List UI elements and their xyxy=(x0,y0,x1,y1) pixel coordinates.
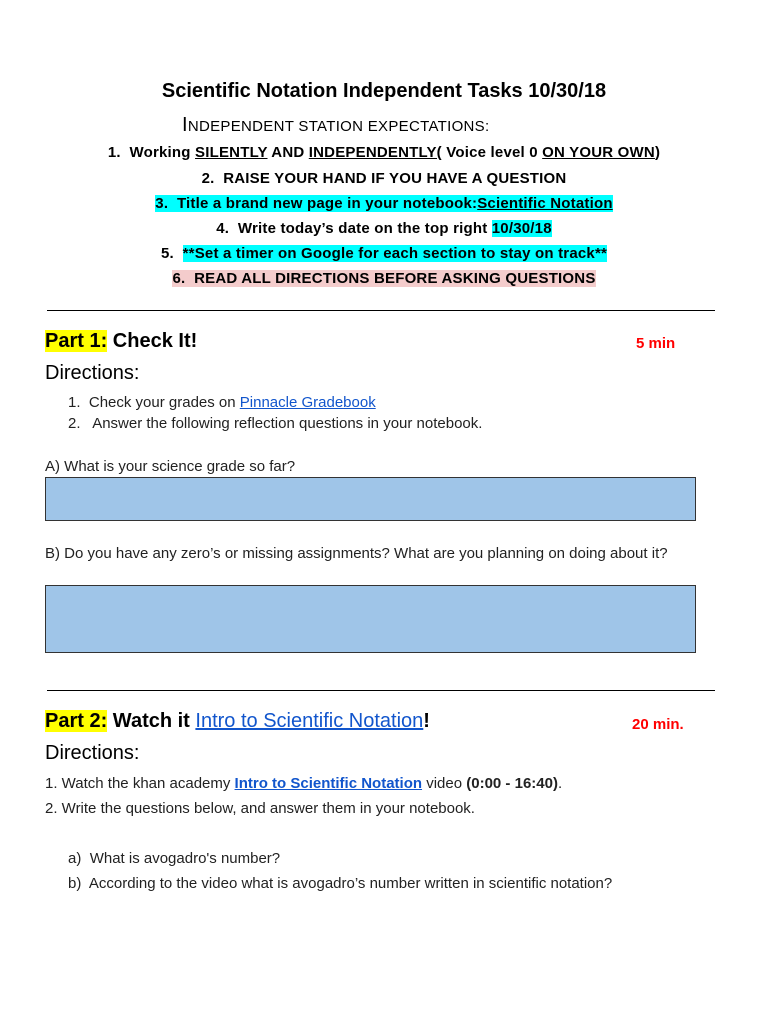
answer-box-b[interactable] xyxy=(45,585,696,653)
part-2-time: 20 min. xyxy=(632,716,684,733)
rule-4-text: Write today’s date on the top right xyxy=(237,220,492,237)
rule-1-text-c: AND xyxy=(267,144,309,161)
part-1-title: Check It! xyxy=(107,330,198,352)
part-1-step-2-text: Answer the following reflection questions in your notebook. xyxy=(92,415,483,432)
rule-6-text: READ ALL DIRECTIONS BEFORE ASKING QUESTIONS xyxy=(194,270,596,287)
intro-scientific-notation-title-link[interactable]: Intro to Scientific Notation xyxy=(195,710,424,732)
page-title: Scientific Notation Independent Tasks 10/30/18 xyxy=(161,80,607,102)
divider-1 xyxy=(47,310,715,311)
rule-5 xyxy=(0,245,768,262)
rule-1-on-your-own: ON YOUR OWN xyxy=(542,144,655,161)
rule-1-text-e: Voice level 0 xyxy=(441,144,543,161)
pinnacle-gradebook-link[interactable]: Pinnacle Gradebook xyxy=(239,394,376,411)
part-2-step-1-period: . xyxy=(557,775,563,792)
rule-1-number: 1. xyxy=(107,144,121,161)
part-2-question-b-label: b) xyxy=(68,875,82,892)
part-1-directions: Directions: xyxy=(45,362,140,384)
part-2-directions: Directions: xyxy=(45,742,140,764)
question-a: A) What is your science grade so far? xyxy=(45,458,296,475)
part-1-time: 5 min xyxy=(636,335,676,352)
expectations-initial: I xyxy=(182,114,188,136)
rule-1-text-g: ) xyxy=(654,144,661,161)
part-1-step-2-number: 2. xyxy=(68,415,81,432)
rule-1-silently: SILENTLY xyxy=(195,144,268,161)
question-b: B) Do you have any zero’s or missing assignments? What are you planning on doing about it? xyxy=(45,545,668,562)
part-1-step-2 xyxy=(68,415,482,432)
part-1-label: Part 1: xyxy=(45,330,108,352)
expectations-rest: NDEPENDENT STATION EXPECTATIONS: xyxy=(187,118,490,135)
part-2-question-b-text: According to the video what is avogadro’s number written in scientific notation? xyxy=(88,875,613,892)
rule-3-highlight xyxy=(155,195,612,212)
part-2-heading xyxy=(45,710,430,733)
part-2-label: Part 2: xyxy=(45,710,108,732)
part-1-step-1 xyxy=(68,394,376,411)
part-2-question-a-label: a) xyxy=(68,850,82,867)
divider-2 xyxy=(47,690,715,691)
rule-1-text-a: Working xyxy=(129,144,196,161)
rule-3-text: Title a brand new page in your notebook: xyxy=(176,195,478,212)
part-2-step-1-text: 1. Watch the khan academy xyxy=(45,775,235,792)
rule-2 xyxy=(0,170,768,187)
rule-4-number: 4. xyxy=(216,220,230,237)
part-2-step-1 xyxy=(45,775,562,792)
rule-6-number: 6. xyxy=(172,270,186,287)
rule-4 xyxy=(0,220,768,237)
part-1-step-1-number: 1. xyxy=(68,394,81,411)
rule-5-text: **Set a timer on Google for each section to stay on track** xyxy=(182,245,608,262)
part-2-title-end: ! xyxy=(423,710,430,732)
intro-scientific-notation-video-link[interactable]: Intro to Scientific Notation xyxy=(234,775,423,792)
rule-1 xyxy=(0,144,768,161)
part-2-step-2: 2. Write the questions below, and answer them in your notebook. xyxy=(45,800,475,817)
rule-6 xyxy=(0,270,768,287)
part-1-heading xyxy=(45,330,197,353)
answer-box-a[interactable] xyxy=(45,477,696,521)
rule-1-independently: INDEPENDENTLY( xyxy=(308,144,442,161)
rule-2-number: 2. xyxy=(201,170,215,187)
rule-5-number: 5. xyxy=(160,245,174,262)
rule-3-number: 3. xyxy=(155,195,169,212)
part-2-question-a xyxy=(68,850,280,867)
part-2-question-b xyxy=(68,875,612,892)
rule-4-date: 10/30/18 xyxy=(491,220,552,237)
part-2-question-a-text: What is avogadro's number? xyxy=(89,850,281,867)
rule-3 xyxy=(0,195,768,212)
rule-2-text: RAISE YOUR HAND IF YOU HAVE A QUESTION xyxy=(223,170,567,187)
rule-6-highlight xyxy=(172,270,595,287)
part-1-step-1-text: Check your grades on xyxy=(88,394,240,411)
part-2-step-1-timestamp: (0:00 - 16:40) xyxy=(466,775,558,792)
rule-3-scientific-notation: Scientific Notation xyxy=(477,195,613,212)
expectations-heading xyxy=(182,114,489,137)
part-2-step-1-video: video xyxy=(422,775,467,792)
part-2-title: Watch it xyxy=(107,710,196,732)
